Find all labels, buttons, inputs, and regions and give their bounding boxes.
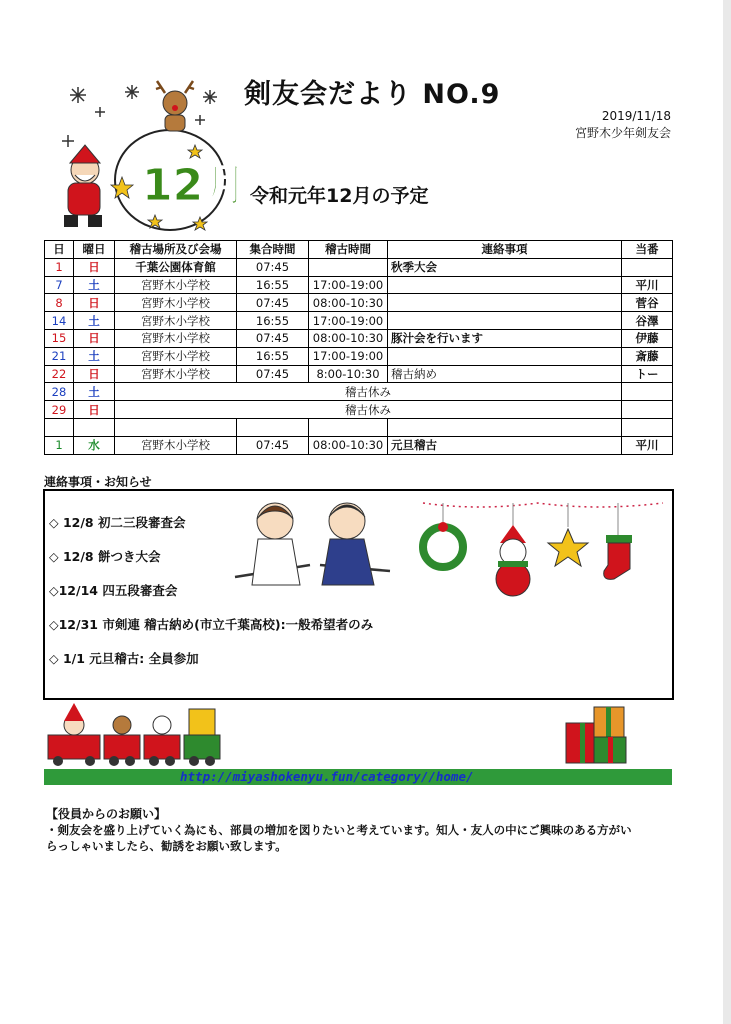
issue-date: 2019/11/18	[601, 109, 671, 123]
day-cell: 22	[45, 365, 74, 383]
day-cell: 21	[45, 347, 74, 365]
meet-time-cell: 07:45	[237, 329, 309, 347]
gift-boxes-image	[560, 697, 640, 767]
request-title: 【役員からのお願い】	[46, 807, 167, 821]
header-meet-time: 集合時間	[237, 241, 309, 259]
website-link[interactable]: http://miyashokenyu.fun/category//home/	[180, 769, 474, 784]
practice-time-cell: 17:00-19:00	[309, 347, 388, 365]
day-cell	[45, 418, 74, 436]
day-cell: 7	[45, 276, 74, 294]
merged-cell: 稽古休み	[115, 401, 622, 419]
december-logo	[50, 75, 248, 235]
note-cell: 秋季大会	[388, 258, 622, 276]
weekday-cell: 水	[74, 436, 115, 454]
weekday-cell: 土	[74, 347, 115, 365]
duty-cell	[622, 258, 673, 276]
place-cell: 宮野木小学校	[115, 312, 237, 330]
header-notes: 連絡事項	[388, 241, 622, 259]
place-cell: 宮野木小学校	[115, 294, 237, 312]
meet-time-cell: 07:45	[237, 436, 309, 454]
duty-cell: 平川	[622, 436, 673, 454]
day-cell: 8	[45, 294, 74, 312]
practice-time-cell: 8:00-10:30	[309, 365, 388, 383]
weekday-cell: 土	[74, 383, 115, 401]
duty-cell	[622, 383, 673, 401]
day-cell: 1	[45, 258, 74, 276]
duty-cell: トー	[622, 365, 673, 383]
note-cell	[388, 294, 622, 312]
note-cell: 稽古納め	[388, 365, 622, 383]
weekday-cell: 日	[74, 401, 115, 419]
star-icon	[548, 503, 588, 566]
table-row	[45, 329, 673, 347]
day-cell: 29	[45, 401, 74, 419]
weekday-cell: 土	[74, 312, 115, 330]
practice-time-cell: 17:00-19:00	[309, 276, 388, 294]
weekday-cell: 日	[74, 258, 115, 276]
day-cell: 28	[45, 383, 74, 401]
stocking-icon	[604, 503, 632, 579]
weekday-cell: 日	[74, 365, 115, 383]
meet-time-cell: 07:45	[237, 258, 309, 276]
practice-time-cell	[309, 258, 388, 276]
organization-name: 宮野木少年剣友会	[574, 126, 671, 140]
practice-time-cell: 08:00-10:30	[309, 436, 388, 454]
table-row	[45, 418, 673, 436]
place-cell: 宮野木小学校	[115, 436, 237, 454]
notice-item: ◇ 12/8 初二三段審査会	[49, 515, 186, 530]
table-row	[45, 294, 673, 312]
place-cell: 宮野木小学校	[115, 329, 237, 347]
header-weekday: 曜日	[74, 241, 115, 259]
duty-cell: 伊藤	[622, 329, 673, 347]
duty-cell: 平川	[622, 276, 673, 294]
request-line: ・剣友会を盛り上げていく為にも、部員の増加を図りたいと考えています。知人・友人の中にご興味のある方がい	[46, 823, 632, 837]
table-row	[45, 312, 673, 330]
place-cell	[115, 418, 237, 436]
notice-item: ◇ 12/8 餅つき大会	[49, 549, 161, 564]
place-cell: 宮野木小学校	[115, 347, 237, 365]
practice-time-cell: 17:00-19:00	[309, 312, 388, 330]
notices-label: 連絡事項・お知らせ	[44, 475, 152, 489]
header-day: 日	[45, 241, 74, 259]
request-body	[46, 822, 676, 854]
table-row	[45, 347, 673, 365]
schedule-title: 令和元年12月の予定	[250, 185, 429, 207]
logo-month-text: 12月	[142, 160, 248, 211]
header-practice-time: 稽古時間	[309, 241, 388, 259]
snowman-icon	[496, 503, 530, 596]
practice-time-cell: 08:00-10:30	[309, 329, 388, 347]
meet-time-cell: 07:45	[237, 294, 309, 312]
table-row	[45, 436, 673, 454]
meet-time-cell: 16:55	[237, 276, 309, 294]
duty-cell: 斎藤	[622, 347, 673, 365]
table-row	[45, 365, 673, 383]
page-edge	[723, 0, 731, 1024]
kendo-children-image	[230, 497, 400, 592]
meet-time-cell: 16:55	[237, 347, 309, 365]
note-cell	[388, 276, 622, 294]
meet-time-cell: 07:45	[237, 365, 309, 383]
practice-time-cell: 08:00-10:30	[309, 294, 388, 312]
meet-time-cell	[237, 418, 309, 436]
weekday-cell: 日	[74, 329, 115, 347]
newsletter-title: 剣友会だより NO.9	[244, 79, 501, 110]
place-cell: 宮野木小学校	[115, 276, 237, 294]
notice-item: ◇12/31 市剣連 稽古納め(市立千葉高校):一般希望者のみ	[49, 617, 374, 632]
table-row	[45, 383, 673, 401]
notice-item: ◇ 1/1 元旦稽古: 全員参加	[49, 651, 199, 666]
day-cell: 1	[45, 436, 74, 454]
table-row	[45, 276, 673, 294]
place-cell: 宮野木小学校	[115, 365, 237, 383]
weekday-cell	[74, 418, 115, 436]
table-header-row	[45, 241, 673, 259]
notice-item: ◇12/14 四五段審査会	[49, 583, 178, 598]
table-row	[45, 258, 673, 276]
weekday-cell: 土	[74, 276, 115, 294]
santa-icon	[64, 145, 102, 227]
request-line: らっしゃいましたら、勧誘をお願い致します。	[46, 839, 287, 853]
note-cell	[388, 347, 622, 365]
table-row	[45, 401, 673, 419]
day-cell: 14	[45, 312, 74, 330]
place-cell: 千葉公園体育館	[115, 258, 237, 276]
duty-cell: 菅谷	[622, 294, 673, 312]
note-cell	[388, 312, 622, 330]
header-place: 稽古場所及び会場	[115, 241, 237, 259]
practice-time-cell	[309, 418, 388, 436]
note-cell	[388, 418, 622, 436]
wreath-icon	[423, 503, 463, 567]
meet-time-cell: 16:55	[237, 312, 309, 330]
duty-cell	[622, 418, 673, 436]
reindeer-icon	[156, 81, 194, 131]
merged-cell: 稽古休み	[115, 383, 622, 401]
note-cell: 豚汁会を行います	[388, 329, 622, 347]
duty-cell: 谷澤	[622, 312, 673, 330]
weekday-cell: 日	[74, 294, 115, 312]
note-cell: 元旦稽古	[388, 436, 622, 454]
header-duty: 当番	[622, 241, 673, 259]
christmas-ornaments-image	[418, 497, 668, 602]
day-cell: 15	[45, 329, 74, 347]
website-bar	[44, 769, 672, 785]
duty-cell	[622, 401, 673, 419]
schedule-table	[44, 240, 673, 455]
christmas-train-image	[44, 697, 224, 769]
